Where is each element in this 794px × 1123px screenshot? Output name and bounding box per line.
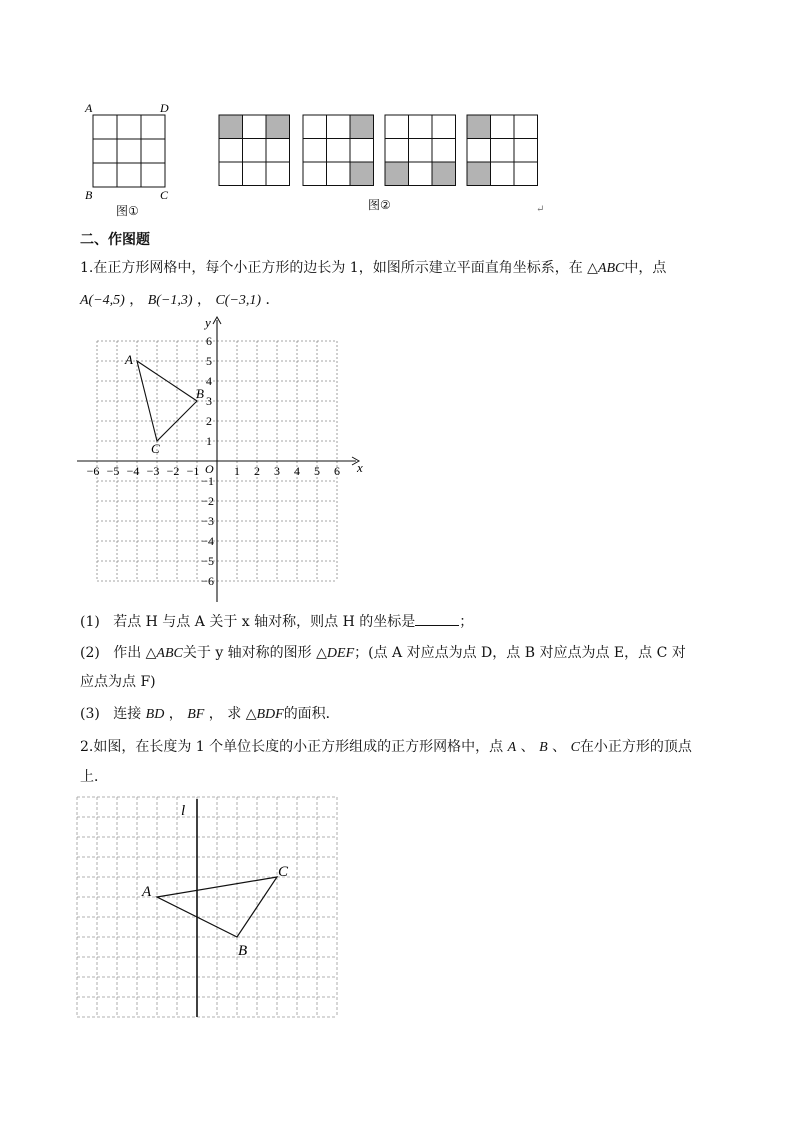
grid-cell	[409, 162, 433, 186]
figure-1-caption: 图①	[116, 204, 139, 218]
q1-point-a: A(−4,5)	[80, 293, 125, 308]
grid-cell	[514, 115, 538, 139]
grid-cell	[266, 162, 290, 186]
x-tick-label: −2	[166, 464, 180, 478]
x-axis-label: x	[357, 460, 363, 475]
q1-sub-1: (1) 若点 H 与点 A 关于 x 轴对称，则点 H 的坐标是 ；	[80, 614, 474, 630]
grid-cell	[514, 162, 538, 186]
x-tick-label: −4	[126, 464, 140, 478]
y-tick-label: −2	[201, 494, 214, 508]
x-tick-label: −1	[186, 464, 200, 478]
y-tick-label: 3	[206, 394, 212, 408]
shaded-cell	[350, 162, 374, 186]
x-tick-label: −5	[106, 464, 120, 478]
fig1-label-b: B	[85, 188, 93, 202]
q1-line-2: A(−4,5) ， B(−1,3) ， C(−3,1) ．	[80, 292, 280, 308]
y-tick-label: −4	[201, 534, 214, 548]
y-tick-label: 5	[206, 354, 212, 368]
q1-triangle-abc: △ABC	[587, 261, 625, 276]
y-tick-label: −1	[201, 474, 214, 488]
q1-sub-3: (3) 连接 BD ， BF ， 求 △BDF的面积．	[80, 706, 340, 722]
x-tick-label: −6	[86, 464, 100, 478]
q2-line-1: 2.如图，在长度为 1 个单位长度的小正方形组成的正方形网格中，点 A 、 B 、 C在小正方形的顶点	[80, 739, 692, 755]
graph-point-a: A	[125, 352, 133, 367]
x-tick-label: 5	[314, 464, 320, 478]
fig1-label-d: D	[160, 101, 169, 115]
q2-point-b: B	[238, 943, 248, 959]
figure-2-grid-2	[303, 115, 374, 186]
shaded-cell	[432, 162, 456, 186]
origin-label: O	[205, 462, 214, 476]
q2-line-2: 上．	[80, 769, 108, 785]
grid-cell	[467, 139, 491, 163]
grid-cell	[409, 115, 433, 139]
q2-point-a: A	[142, 884, 152, 900]
figure-2-grid-3	[385, 115, 456, 186]
y-axis-label: y	[205, 315, 211, 330]
grid-cell	[327, 139, 351, 163]
grid-cell	[491, 162, 515, 186]
shaded-cell	[266, 115, 290, 139]
grid-cell	[303, 162, 327, 186]
figure-2-grid-4	[467, 115, 538, 186]
y-tick-label: 1	[206, 434, 212, 448]
y-tick-label: 6	[206, 334, 212, 348]
graph-point-b: B	[196, 386, 204, 401]
q2-point-c: C	[278, 864, 289, 880]
q1-line-1: 1.在正方形网格中，每个小正方形的边长为 1，如图所示建立平面直角坐标系，在 △ABC中，点	[80, 260, 667, 276]
section-title: 二、作图题	[80, 232, 150, 248]
figure-2-caption: 图②	[368, 198, 391, 212]
grid-cell	[385, 115, 409, 139]
q1-point-c: C(−3,1)	[215, 293, 262, 308]
fig1-label-a: A	[85, 101, 93, 115]
grid-cell	[219, 139, 243, 163]
shaded-cell	[467, 162, 491, 186]
grid-cell	[327, 162, 351, 186]
y-tick-label: 2	[206, 414, 212, 428]
grid-cell	[219, 162, 243, 186]
grid-cell	[514, 139, 538, 163]
x-tick-label: 1	[234, 464, 240, 478]
grid-cell	[266, 139, 290, 163]
grid-cell	[491, 115, 515, 139]
y-tick-label: −5	[201, 554, 214, 568]
figure-1-grid	[80, 98, 180, 218]
graph-point-c: C	[151, 441, 160, 456]
grid-cell	[303, 115, 327, 139]
y-tick-label: 4	[206, 374, 212, 388]
x-tick-label: 3	[274, 464, 280, 478]
shaded-cell	[350, 115, 374, 139]
return-mark: ↵	[536, 204, 545, 215]
x-tick-label: 6	[334, 464, 340, 478]
x-tick-label: −3	[146, 464, 160, 478]
figure-2-grids	[217, 112, 542, 190]
grid-cell	[243, 139, 267, 163]
grid-cell	[409, 139, 433, 163]
y-tick-label: −6	[201, 574, 214, 588]
shaded-cell	[385, 162, 409, 186]
grid-cell	[243, 115, 267, 139]
answer-blank[interactable]	[415, 613, 459, 626]
q1-point-b: B(−1,3)	[147, 293, 193, 308]
y-tick-label: −3	[201, 514, 214, 528]
x-tick-label: 4	[294, 464, 300, 478]
grid-cell	[432, 139, 456, 163]
q2-grid-graph	[74, 796, 340, 1020]
q1-sub-2: (2) 作出 △ABC关于 y 轴对称的图形 △DEF；(点 A 对应点为点 D，点 B 对应点为点 E，点 C 对	[80, 645, 686, 661]
figure-2-grid-1	[219, 115, 290, 186]
grid-cell	[327, 115, 351, 139]
x-tick-label: 2	[254, 464, 260, 478]
fig1-label-c: C	[160, 188, 169, 202]
q1-coordinate-graph	[74, 314, 364, 604]
q1-sub-2-line-2: 应点为点 F)	[80, 674, 156, 690]
grid-cell	[243, 162, 267, 186]
shaded-cell	[219, 115, 243, 139]
grid-cell	[303, 139, 327, 163]
grid-cell	[385, 139, 409, 163]
grid-cell	[491, 139, 515, 163]
shaded-cell	[467, 115, 491, 139]
line-l-label: l	[181, 803, 186, 819]
grid-cell	[350, 139, 374, 163]
grid-cell	[432, 115, 456, 139]
